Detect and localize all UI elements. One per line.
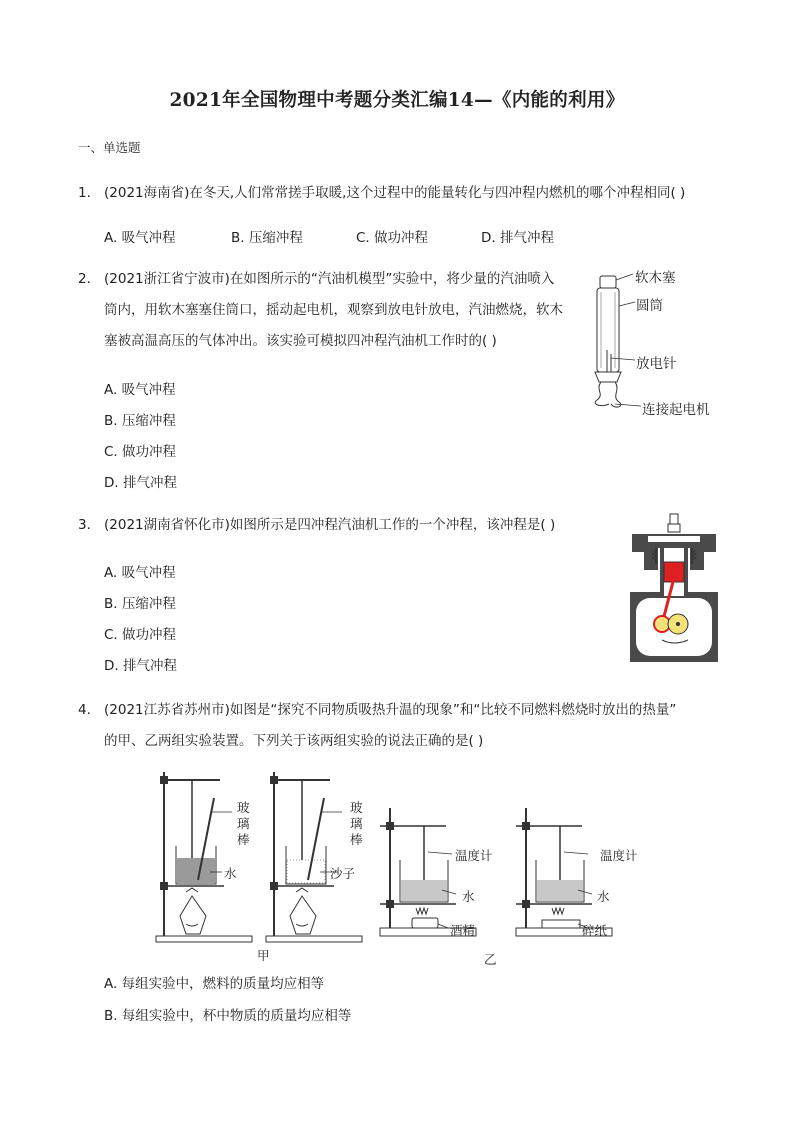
- option-a: A. 吸气冲程: [104, 382, 176, 398]
- label-sand: 沙子: [330, 866, 356, 881]
- option-a: A. 每组实验中，燃料的质量均应相等: [104, 976, 325, 992]
- label-group-a: 甲: [257, 948, 270, 963]
- cork-shape: [600, 276, 616, 288]
- experiment-apparatus-figure: [150, 768, 650, 948]
- question-text: (2021海南省)在冬天,人们常常搓手取暖,这个过程中的能量转化与四冲程内燃机的哪个冲程相同( ): [104, 185, 686, 201]
- option-b: B. 压缩冲程: [231, 230, 303, 246]
- question-3: [78, 510, 598, 541]
- label-glass-rod-1: 玻 璃 棒: [237, 800, 250, 847]
- label-thermometer-1: 温度计: [455, 848, 493, 863]
- question-2: [78, 264, 598, 357]
- label-cork: 软木塞: [635, 270, 676, 286]
- label-alcohol: 酒精: [450, 923, 476, 938]
- option-c: C. 做功冲程: [104, 444, 177, 460]
- label-needle: 放电针: [636, 356, 677, 372]
- stand-3: [380, 808, 476, 936]
- four-stroke-engine-figure: [626, 512, 722, 664]
- question-number: 1.: [78, 185, 91, 201]
- option-c: C. 做功冲程: [356, 230, 429, 246]
- question-line: 的甲、乙两组实验装置。下列关于该两组实验的说法正确的是( ): [104, 733, 484, 749]
- option-b: B. 压缩冲程: [104, 596, 176, 612]
- cylinder-shape: [597, 288, 619, 372]
- option-d: D. 排气冲程: [104, 658, 177, 674]
- question-4: [78, 695, 768, 757]
- question-line: (2021浙江省宁波市)在如图所示的“汽油机模型”实验中，将少量的汽油喷入: [104, 271, 555, 287]
- stand-1: [156, 772, 252, 942]
- option-d: D. 排气冲程: [104, 475, 177, 491]
- question-number: 2.: [78, 271, 91, 287]
- question-number: 4.: [78, 702, 91, 718]
- option-d: D. 排气冲程: [481, 230, 554, 246]
- label-paper: 碎纸: [582, 923, 608, 938]
- option-b: B. 每组实验中，杯中物质的质量均应相等: [104, 1008, 352, 1024]
- label-water-1: 水: [224, 866, 237, 881]
- question-line: (2021江苏省苏州市)如图是“探究不同物质吸热升温的现象”和“比较不同燃料燃烧时放出的热量”: [104, 702, 677, 718]
- question-text: (2021湖南省怀化市)如图所示是四冲程汽油机工作的一个冲程，该冲程是( ): [104, 517, 556, 533]
- question-line: 筒内，用软木塞塞住筒口，摇动起电机，观察到放电针放电，汽油燃烧，软木: [104, 302, 563, 318]
- option-c: C. 做功冲程: [104, 627, 177, 643]
- stand-2: [266, 772, 362, 942]
- option-b: B. 压缩冲程: [104, 413, 176, 429]
- label-thermometer-2: 温度计: [600, 848, 638, 863]
- label-glass-rod-2: 玻 璃 棒: [350, 800, 363, 847]
- option-a: A. 吸气冲程: [104, 230, 176, 246]
- label-water-3: 水: [597, 889, 610, 904]
- label-cylinder: 圆筒: [636, 298, 663, 314]
- wire-shape: [595, 382, 609, 406]
- page-title: 2021年全国物理中考题分类汇编14—《内能的利用》: [169, 90, 625, 111]
- question-1: [78, 178, 758, 209]
- question-line: 塞被高温高压的气体冲出。该实验可模拟四冲程汽油机工作时的( ): [104, 333, 497, 349]
- option-a: A. 吸气冲程: [104, 565, 176, 581]
- stand-4: [516, 808, 612, 936]
- section-heading: 一、单选题: [78, 140, 141, 155]
- question-number: 3.: [78, 517, 91, 533]
- label-generator: 连接起电机: [642, 402, 710, 418]
- label-water-2: 水: [462, 889, 475, 904]
- label-group-b: 乙: [484, 952, 497, 967]
